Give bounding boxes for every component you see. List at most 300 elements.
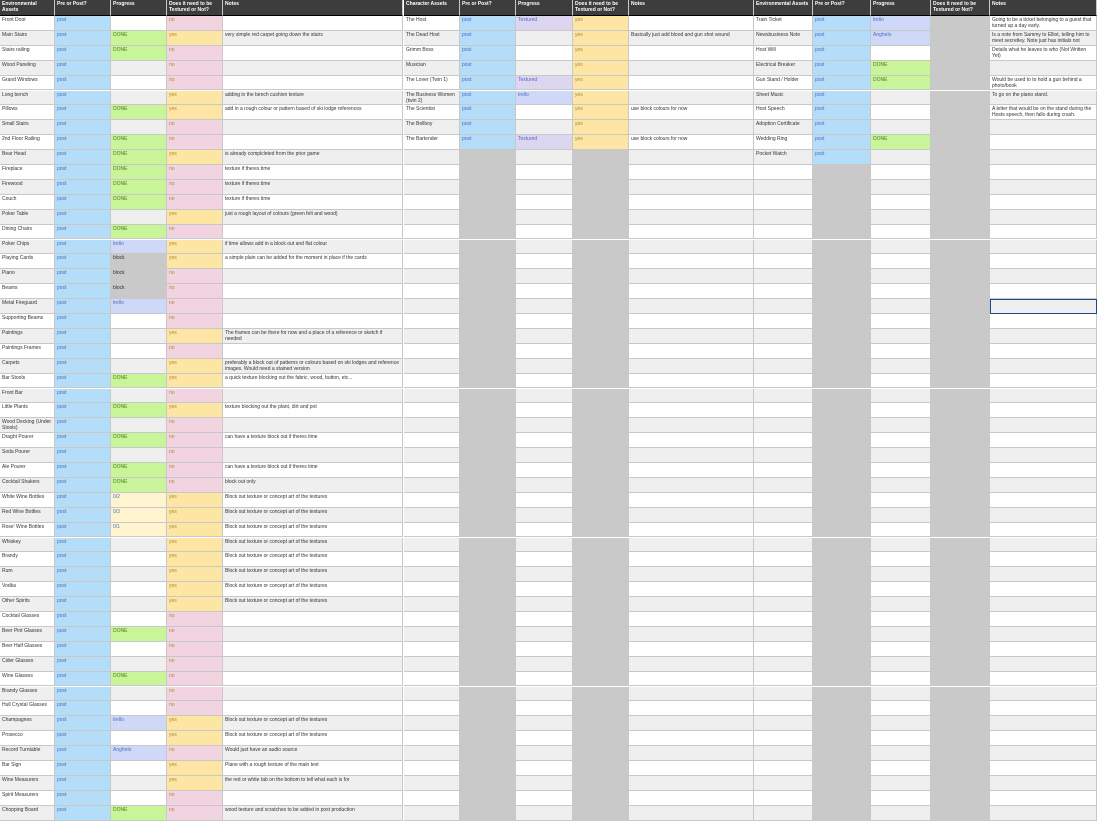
asset-name-cell[interactable]: Bar Sign [0, 761, 55, 776]
pre-post-cell[interactable]: post [55, 120, 111, 135]
empty-cell[interactable] [813, 225, 871, 240]
progress-cell[interactable] [111, 701, 167, 716]
empty-cell[interactable] [460, 344, 516, 359]
empty-cell[interactable] [931, 329, 990, 344]
progress-cell[interactable] [871, 105, 931, 120]
empty-cell[interactable] [516, 180, 573, 195]
empty-cell[interactable] [629, 582, 754, 597]
progress-cell[interactable] [111, 567, 167, 582]
needs-texture-cell[interactable]: yes [167, 523, 223, 538]
asset-name-cell[interactable]: Spirit Measurers [0, 791, 55, 806]
empty-cell[interactable] [813, 269, 871, 284]
empty-cell[interactable] [931, 567, 990, 582]
pre-post-cell[interactable]: post [55, 61, 111, 76]
pre-post-cell[interactable]: post [55, 31, 111, 46]
notes-cell[interactable]: Details what he leaves to who (Not Written Yet) [990, 46, 1097, 61]
empty-cell[interactable] [404, 716, 460, 731]
empty-cell[interactable] [460, 612, 516, 627]
empty-cell[interactable] [573, 329, 629, 344]
asset-name-cell[interactable]: Prosecco [0, 731, 55, 746]
empty-cell[interactable] [990, 672, 1097, 687]
notes-cell[interactable]: wood texture and scratches to be added in post production [223, 806, 403, 821]
empty-cell[interactable] [629, 150, 754, 165]
asset-name-cell[interactable]: The Scientist [404, 105, 460, 120]
empty-cell[interactable] [629, 687, 754, 702]
pre-post-cell[interactable]: post [55, 254, 111, 269]
empty-cell[interactable] [754, 672, 813, 687]
progress-cell[interactable]: DONE [871, 76, 931, 91]
empty-cell[interactable] [990, 374, 1097, 389]
asset-name-cell[interactable]: Host Speech [754, 105, 813, 120]
pre-post-cell[interactable]: post [813, 91, 871, 106]
pre-post-cell[interactable]: post [55, 672, 111, 687]
empty-cell[interactable] [404, 225, 460, 240]
empty-cell[interactable] [629, 254, 754, 269]
empty-cell[interactable] [516, 284, 573, 299]
needs-texture-cell[interactable]: no [167, 478, 223, 493]
empty-cell[interactable] [931, 299, 990, 314]
pre-post-cell[interactable]: post [55, 76, 111, 91]
empty-cell[interactable] [404, 761, 460, 776]
pre-post-cell[interactable]: post [55, 299, 111, 314]
asset-name-cell[interactable]: Cocktail Shakers [0, 478, 55, 493]
needs-texture-cell[interactable]: no [167, 448, 223, 463]
empty-cell[interactable] [516, 478, 573, 493]
empty-cell[interactable] [754, 374, 813, 389]
empty-cell[interactable] [754, 716, 813, 731]
empty-cell[interactable] [460, 716, 516, 731]
pre-post-cell[interactable]: post [55, 746, 111, 761]
pre-post-cell[interactable]: post [55, 195, 111, 210]
notes-cell[interactable]: use block colours for now [629, 105, 754, 120]
pre-post-cell[interactable]: post [55, 210, 111, 225]
empty-cell[interactable] [573, 627, 629, 642]
notes-cell[interactable]: the red or white tab on the bottom to tell what each is for [223, 776, 403, 791]
empty-cell[interactable] [573, 672, 629, 687]
needs-texture-cell[interactable]: no [167, 269, 223, 284]
needs-texture-cell[interactable]: yes [167, 105, 223, 120]
notes-cell[interactable] [223, 120, 403, 135]
empty-cell[interactable] [573, 687, 629, 702]
empty-cell[interactable] [754, 627, 813, 642]
empty-cell[interactable] [573, 612, 629, 627]
empty-cell[interactable] [931, 359, 990, 374]
pre-post-cell[interactable]: post [55, 716, 111, 731]
needs-texture-cell[interactable]: yes [573, 105, 629, 120]
needs-texture-cell[interactable]: yes [167, 359, 223, 374]
asset-name-cell[interactable]: Cocktail Glasses [0, 612, 55, 627]
empty-cell[interactable] [573, 389, 629, 404]
progress-cell[interactable] [111, 657, 167, 672]
pre-post-cell[interactable]: post [55, 374, 111, 389]
empty-cell[interactable] [813, 463, 871, 478]
needs-texture-cell[interactable]: yes [167, 240, 223, 255]
empty-cell[interactable] [404, 240, 460, 255]
needs-texture-cell[interactable] [931, 150, 990, 165]
empty-cell[interactable] [871, 701, 931, 716]
empty-cell[interactable] [404, 418, 460, 433]
empty-cell[interactable] [404, 344, 460, 359]
progress-cell[interactable] [111, 731, 167, 746]
empty-cell[interactable] [754, 493, 813, 508]
pre-post-cell[interactable]: post [55, 105, 111, 120]
asset-name-cell[interactable]: Brandy Glasses [0, 687, 55, 702]
needs-texture-cell[interactable]: no [167, 76, 223, 91]
pre-post-cell[interactable]: post [55, 180, 111, 195]
empty-cell[interactable] [573, 493, 629, 508]
empty-cell[interactable] [573, 269, 629, 284]
needs-texture-cell[interactable]: yes [167, 582, 223, 597]
empty-cell[interactable] [754, 761, 813, 776]
empty-cell[interactable] [871, 418, 931, 433]
empty-cell[interactable] [573, 165, 629, 180]
pre-post-cell[interactable]: post [813, 105, 871, 120]
notes-cell[interactable]: Going to be a ticket belonging to a guest that turned up a day early. [990, 16, 1097, 31]
empty-cell[interactable] [931, 433, 990, 448]
progress-cell[interactable]: DONE [871, 61, 931, 76]
empty-cell[interactable] [990, 254, 1097, 269]
pre-post-cell[interactable]: post [460, 31, 516, 46]
notes-cell[interactable] [223, 46, 403, 61]
empty-cell[interactable] [404, 582, 460, 597]
progress-cell[interactable]: DONE [111, 31, 167, 46]
notes-cell[interactable] [223, 284, 403, 299]
empty-cell[interactable] [460, 538, 516, 553]
pre-post-cell[interactable]: post [55, 389, 111, 404]
pre-post-cell[interactable]: post [55, 16, 111, 31]
empty-cell[interactable] [754, 567, 813, 582]
empty-cell[interactable] [754, 448, 813, 463]
asset-name-cell[interactable]: Little Plants [0, 403, 55, 418]
empty-cell[interactable] [629, 731, 754, 746]
empty-cell[interactable] [516, 150, 573, 165]
empty-cell[interactable] [990, 180, 1097, 195]
pre-post-cell[interactable]: post [55, 791, 111, 806]
empty-cell[interactable] [813, 210, 871, 225]
empty-cell[interactable] [404, 374, 460, 389]
empty-cell[interactable] [516, 389, 573, 404]
pre-post-cell[interactable]: post [813, 61, 871, 76]
progress-cell[interactable] [516, 105, 573, 120]
empty-cell[interactable] [990, 567, 1097, 582]
pre-post-cell[interactable]: post [813, 120, 871, 135]
empty-cell[interactable] [813, 776, 871, 791]
header-progress[interactable]: Progress [871, 0, 931, 16]
empty-cell[interactable] [516, 716, 573, 731]
asset-name-cell[interactable]: Stairs railing [0, 46, 55, 61]
empty-cell[interactable] [460, 552, 516, 567]
empty-cell[interactable] [754, 165, 813, 180]
asset-name-cell[interactable]: Brandy [0, 552, 55, 567]
empty-cell[interactable] [871, 329, 931, 344]
needs-texture-cell[interactable]: yes [167, 761, 223, 776]
empty-cell[interactable] [573, 240, 629, 255]
needs-texture-cell[interactable]: yes [167, 731, 223, 746]
progress-cell[interactable] [111, 612, 167, 627]
progress-cell[interactable]: block [111, 269, 167, 284]
empty-cell[interactable] [629, 299, 754, 314]
notes-cell[interactable] [223, 448, 403, 463]
empty-cell[interactable] [573, 746, 629, 761]
asset-name-cell[interactable]: Record Turntable [0, 746, 55, 761]
empty-cell[interactable] [573, 508, 629, 523]
empty-cell[interactable] [813, 806, 871, 821]
asset-name-cell[interactable]: Train Ticket [754, 16, 813, 31]
empty-cell[interactable] [629, 508, 754, 523]
empty-cell[interactable] [871, 210, 931, 225]
pre-post-cell[interactable]: post [55, 448, 111, 463]
progress-cell[interactable]: 0/3 [111, 508, 167, 523]
empty-cell[interactable] [573, 344, 629, 359]
empty-cell[interactable] [871, 165, 931, 180]
empty-cell[interactable] [754, 240, 813, 255]
pre-post-cell[interactable]: post [55, 523, 111, 538]
progress-cell[interactable] [111, 210, 167, 225]
empty-cell[interactable] [404, 538, 460, 553]
empty-cell[interactable] [990, 359, 1097, 374]
asset-name-cell[interactable]: Soda Pourer [0, 448, 55, 463]
asset-name-cell[interactable]: Carpets [0, 359, 55, 374]
pre-post-cell[interactable]: post [460, 16, 516, 31]
empty-cell[interactable] [813, 582, 871, 597]
empty-cell[interactable] [813, 791, 871, 806]
needs-texture-cell[interactable]: no [167, 433, 223, 448]
pre-post-cell[interactable]: post [460, 135, 516, 150]
notes-cell[interactable]: Would be used to to hold a gun behind a photo/book [990, 76, 1097, 91]
empty-cell[interactable] [871, 344, 931, 359]
empty-cell[interactable] [931, 448, 990, 463]
asset-name-cell[interactable]: Wood Decking (Under Stools) [0, 418, 55, 433]
empty-cell[interactable] [990, 582, 1097, 597]
notes-cell[interactable]: The frames can be there for now and a place of a reference or sketch if needed [223, 329, 403, 344]
notes-cell[interactable]: Block out texture or concept art of the textures [223, 582, 403, 597]
notes-cell[interactable] [223, 672, 403, 687]
empty-cell[interactable] [931, 374, 990, 389]
needs-texture-cell[interactable]: no [167, 16, 223, 31]
empty-cell[interactable] [460, 701, 516, 716]
empty-cell[interactable] [460, 567, 516, 582]
empty-cell[interactable] [460, 523, 516, 538]
empty-cell[interactable] [629, 284, 754, 299]
notes-cell[interactable] [223, 225, 403, 240]
empty-cell[interactable] [573, 806, 629, 821]
empty-cell[interactable] [516, 776, 573, 791]
empty-cell[interactable] [754, 418, 813, 433]
empty-cell[interactable] [990, 210, 1097, 225]
empty-cell[interactable] [813, 761, 871, 776]
empty-cell[interactable] [460, 776, 516, 791]
asset-name-cell[interactable]: Red Wine Bottles [0, 508, 55, 523]
needs-texture-cell[interactable]: no [167, 165, 223, 180]
notes-cell[interactable]: texture if theres time [223, 165, 403, 180]
pre-post-cell[interactable]: post [55, 165, 111, 180]
needs-texture-cell[interactable]: yes [167, 538, 223, 553]
empty-cell[interactable] [871, 597, 931, 612]
empty-cell[interactable] [573, 284, 629, 299]
empty-cell[interactable] [573, 716, 629, 731]
progress-cell[interactable]: DONE [111, 463, 167, 478]
notes-cell[interactable]: Is a note from Sammy to Elliot, telling him to meet secretley. Note just has initials not [990, 31, 1097, 46]
empty-cell[interactable] [573, 791, 629, 806]
empty-cell[interactable] [931, 180, 990, 195]
empty-cell[interactable] [516, 657, 573, 672]
needs-texture-cell[interactable]: yes [167, 329, 223, 344]
empty-cell[interactable] [871, 791, 931, 806]
progress-cell[interactable]: DONE [111, 195, 167, 210]
asset-name-cell[interactable]: Beer Half Glasses [0, 642, 55, 657]
progress-cell[interactable]: DONE [111, 374, 167, 389]
empty-cell[interactable] [931, 240, 990, 255]
empty-cell[interactable] [629, 612, 754, 627]
needs-texture-cell[interactable]: yes [573, 61, 629, 76]
empty-cell[interactable] [573, 254, 629, 269]
empty-cell[interactable] [931, 642, 990, 657]
progress-cell[interactable]: DONE [871, 135, 931, 150]
empty-cell[interactable] [990, 478, 1097, 493]
empty-cell[interactable] [990, 731, 1097, 746]
pre-post-cell[interactable]: post [55, 538, 111, 553]
progress-cell[interactable] [111, 76, 167, 91]
asset-name-cell[interactable]: Wine Glasses [0, 672, 55, 687]
empty-cell[interactable] [516, 567, 573, 582]
pre-post-cell[interactable]: post [55, 597, 111, 612]
empty-cell[interactable] [460, 448, 516, 463]
needs-texture-cell[interactable]: yes [573, 120, 629, 135]
needs-texture-cell[interactable]: no [167, 225, 223, 240]
progress-cell[interactable]: trello [516, 91, 573, 106]
empty-cell[interactable] [404, 210, 460, 225]
empty-cell[interactable] [404, 746, 460, 761]
empty-cell[interactable] [629, 567, 754, 582]
progress-cell[interactable]: DONE [111, 806, 167, 821]
empty-cell[interactable] [990, 284, 1097, 299]
empty-cell[interactable] [754, 329, 813, 344]
empty-cell[interactable] [813, 567, 871, 582]
asset-name-cell[interactable]: Front Bar [0, 389, 55, 404]
progress-cell[interactable] [111, 552, 167, 567]
empty-cell[interactable] [629, 403, 754, 418]
header-progress[interactable]: Progress [516, 0, 573, 16]
progress-cell[interactable]: DONE [111, 105, 167, 120]
asset-name-cell[interactable]: Gun Stand / Holder [754, 76, 813, 91]
empty-cell[interactable] [629, 672, 754, 687]
pre-post-cell[interactable]: post [55, 463, 111, 478]
empty-cell[interactable] [404, 299, 460, 314]
empty-cell[interactable] [754, 180, 813, 195]
empty-cell[interactable] [516, 508, 573, 523]
empty-cell[interactable] [404, 597, 460, 612]
empty-cell[interactable] [516, 240, 573, 255]
empty-cell[interactable] [871, 374, 931, 389]
needs-texture-cell[interactable]: yes [573, 31, 629, 46]
pre-post-cell[interactable]: post [460, 105, 516, 120]
empty-cell[interactable] [813, 508, 871, 523]
empty-cell[interactable] [573, 523, 629, 538]
asset-name-cell[interactable]: Electrical Breaker [754, 61, 813, 76]
empty-cell[interactable] [931, 612, 990, 627]
empty-cell[interactable] [460, 478, 516, 493]
empty-cell[interactable] [990, 314, 1097, 329]
empty-cell[interactable] [404, 612, 460, 627]
empty-cell[interactable] [404, 791, 460, 806]
needs-texture-cell[interactable]: yes [167, 776, 223, 791]
empty-cell[interactable] [931, 731, 990, 746]
notes-cell[interactable] [223, 642, 403, 657]
empty-cell[interactable] [460, 299, 516, 314]
empty-cell[interactable] [813, 433, 871, 448]
empty-cell[interactable] [516, 731, 573, 746]
notes-cell[interactable] [223, 657, 403, 672]
empty-cell[interactable] [629, 523, 754, 538]
empty-cell[interactable] [404, 776, 460, 791]
empty-cell[interactable] [990, 716, 1097, 731]
empty-cell[interactable] [754, 642, 813, 657]
empty-cell[interactable] [813, 240, 871, 255]
empty-cell[interactable] [754, 538, 813, 553]
empty-cell[interactable] [629, 180, 754, 195]
empty-cell[interactable] [754, 284, 813, 299]
empty-cell[interactable] [990, 403, 1097, 418]
empty-cell[interactable] [460, 284, 516, 299]
empty-cell[interactable] [573, 210, 629, 225]
empty-cell[interactable] [931, 478, 990, 493]
empty-cell[interactable] [871, 493, 931, 508]
empty-cell[interactable] [931, 657, 990, 672]
asset-name-cell[interactable]: The Bartender [404, 135, 460, 150]
progress-cell[interactable]: block [111, 284, 167, 299]
needs-texture-cell[interactable]: yes [167, 31, 223, 46]
needs-texture-cell[interactable]: no [167, 791, 223, 806]
notes-cell[interactable] [990, 135, 1097, 150]
needs-texture-cell[interactable]: no [167, 642, 223, 657]
empty-cell[interactable] [404, 567, 460, 582]
progress-cell[interactable] [111, 582, 167, 597]
asset-name-cell[interactable]: Sheet Music [754, 91, 813, 106]
header-pre-or-post[interactable]: Pre or Post? [460, 0, 516, 16]
pre-post-cell[interactable]: post [55, 359, 111, 374]
needs-texture-cell[interactable]: yes [167, 374, 223, 389]
progress-cell[interactable]: DONE [111, 225, 167, 240]
progress-cell[interactable] [871, 150, 931, 165]
empty-cell[interactable] [629, 478, 754, 493]
progress-cell[interactable] [111, 61, 167, 76]
empty-cell[interactable] [813, 254, 871, 269]
empty-cell[interactable] [931, 314, 990, 329]
empty-cell[interactable] [573, 657, 629, 672]
progress-cell[interactable] [111, 776, 167, 791]
progress-cell[interactable]: DONE [111, 478, 167, 493]
notes-cell[interactable]: Block out texture or concept art of the textures [223, 523, 403, 538]
empty-cell[interactable] [990, 523, 1097, 538]
empty-cell[interactable] [629, 433, 754, 448]
empty-cell[interactable] [573, 418, 629, 433]
empty-cell[interactable] [931, 806, 990, 821]
needs-texture-cell[interactable]: yes [573, 135, 629, 150]
empty-cell[interactable] [871, 433, 931, 448]
asset-name-cell[interactable]: White Wine Bottles [0, 493, 55, 508]
empty-cell[interactable] [990, 642, 1097, 657]
empty-cell[interactable] [990, 418, 1097, 433]
notes-cell[interactable] [629, 91, 754, 106]
empty-cell[interactable] [931, 254, 990, 269]
empty-cell[interactable] [813, 552, 871, 567]
empty-cell[interactable] [516, 418, 573, 433]
empty-cell[interactable] [629, 806, 754, 821]
empty-cell[interactable] [871, 478, 931, 493]
pre-post-cell[interactable]: post [813, 135, 871, 150]
empty-cell[interactable] [813, 180, 871, 195]
empty-cell[interactable] [931, 701, 990, 716]
